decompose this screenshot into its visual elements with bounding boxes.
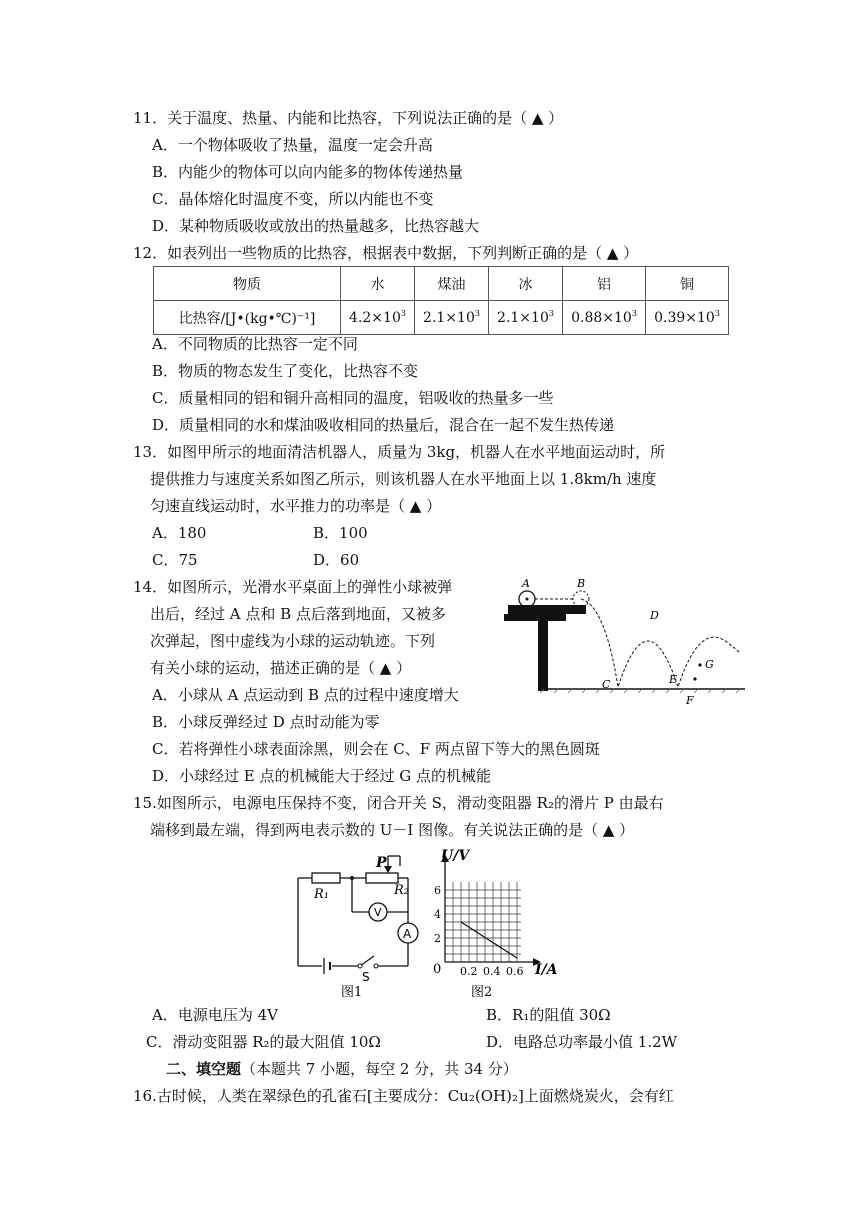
fig2-caption: 图2 bbox=[471, 985, 493, 998]
q15-option-b: B．R₁的阻值 30Ω bbox=[486, 1006, 611, 1024]
switch-lever bbox=[360, 956, 374, 966]
specific-heat-table bbox=[153, 266, 729, 335]
resistor-r1 bbox=[312, 873, 340, 883]
q13-option-a: A．180 bbox=[152, 524, 207, 542]
section2-heading bbox=[166, 1059, 518, 1079]
section2-note: （本题共 7 小题，每空 2 分，共 34 分） bbox=[241, 1060, 518, 1078]
point-g bbox=[698, 663, 701, 666]
table-leg bbox=[538, 621, 548, 691]
q13-option-c: C．75 bbox=[152, 551, 198, 569]
q14-stem-line1: 14．如图所示，光滑水平桌面上的弹性小球被弹 bbox=[133, 578, 453, 596]
ball-a-center bbox=[526, 598, 529, 601]
cell-mantissa: 0.88×10 bbox=[571, 310, 632, 326]
cell-mantissa: 4.2×10 bbox=[349, 310, 401, 326]
cell-exponent: 3 bbox=[714, 309, 720, 318]
q11-option-c: C．晶体熔化时温度不变，所以内能也不变 bbox=[152, 190, 434, 208]
table-cell bbox=[415, 301, 489, 335]
graph-grid bbox=[445, 882, 521, 962]
q12-stem: 12．如表列出一些物质的比热容，根据表中数据，下列判断正确的是（ ▲ ） bbox=[133, 244, 639, 262]
section2-title: 二、填空题 bbox=[166, 1060, 242, 1078]
label-b: B bbox=[577, 577, 586, 590]
q12-option-d: D．质量相同的水和煤油吸收相同的热量后，混合在一起不发生热传递 bbox=[152, 416, 615, 434]
q14-stem-line3: 次弹起，图中虚线为小球的运动轨迹。下列 bbox=[150, 632, 436, 650]
cell-exponent: 3 bbox=[548, 309, 554, 318]
x-tick-label: 0.2 bbox=[460, 965, 478, 978]
q13-stem-line2: 提供推力与速度关系如图乙所示，则该机器人在水平地面上以 1.8km/h 速度 bbox=[150, 470, 657, 488]
table-header: 铜 bbox=[646, 267, 729, 301]
q11-stem: 11．关于温度、热量、内能和比热容，下列说法正确的是（ ▲ ） bbox=[133, 109, 564, 127]
q12-option-a: A．不同物质的比热容一定不同 bbox=[152, 335, 358, 353]
q14-stem-line2: 出后，经过 A 点和 B 点后落到地面，又被多 bbox=[150, 605, 446, 623]
table-cell bbox=[341, 301, 415, 335]
label-c: C bbox=[602, 678, 611, 691]
table-cell bbox=[646, 301, 729, 335]
cell-exponent: 3 bbox=[400, 309, 406, 318]
q14-option-d: D．小球经过 E 点的机械能大于经过 G 点的机械能 bbox=[152, 767, 492, 785]
q11-option-d: D．某种物质吸收或放出的热量越多，比热容越大 bbox=[152, 217, 480, 235]
y-tick-label: 2 bbox=[434, 932, 441, 945]
label-d: D bbox=[650, 609, 659, 622]
y-tick-label: 4 bbox=[434, 908, 441, 921]
q15-option-c: C．滑动变阻器 R₂的最大阻值 10Ω bbox=[146, 1033, 381, 1051]
table-cell bbox=[489, 301, 563, 335]
q15-circuit-figure bbox=[290, 848, 440, 998]
q14-stem-line4: 有关小球的运动，描述正确的是（ ▲ ） bbox=[150, 659, 412, 677]
q14-option-b: B．小球反弹经过 D 点时动能为零 bbox=[152, 713, 380, 731]
label-f: F bbox=[686, 694, 694, 707]
resistor-r2 bbox=[366, 873, 398, 883]
cell-exponent: 3 bbox=[631, 309, 637, 318]
q12-option-c: C．质量相同的铝和铜升高相同的温度，铝吸收的热量多一些 bbox=[152, 389, 554, 407]
table-header: 物质 bbox=[154, 267, 341, 301]
q15-option-d: D．电路总功率最小值 1.2W bbox=[486, 1033, 678, 1051]
x-tick-label: 0.6 bbox=[506, 965, 524, 978]
table-header: 水 bbox=[341, 267, 415, 301]
cell-mantissa: 2.1×10 bbox=[497, 310, 549, 326]
q13-stem-line3: 匀速直线运动时，水平推力的功率是（ ▲ ） bbox=[150, 497, 442, 515]
switch-label: S bbox=[362, 970, 370, 984]
label-a: A bbox=[522, 577, 530, 590]
table-header: 铝 bbox=[563, 267, 646, 301]
label-e: E bbox=[669, 673, 678, 686]
y-tick-label: 6 bbox=[434, 884, 441, 897]
q13-stem-line1: 13．如图甲所示的地面清洁机器人，质量为 3kg，机器人在水平地面运动时，所 bbox=[133, 443, 666, 461]
table-edge bbox=[504, 614, 566, 621]
x-tick-label: 0.4 bbox=[483, 965, 501, 978]
cell-mantissa: 2.1×10 bbox=[423, 310, 475, 326]
table-row bbox=[154, 301, 729, 335]
bounce-trajectory bbox=[581, 599, 740, 687]
q11-option-b: B．内能少的物体可以向内能多的物体传递热量 bbox=[152, 163, 464, 181]
table-cell bbox=[563, 301, 646, 335]
table-header-row bbox=[154, 267, 729, 301]
ammeter-label: A bbox=[403, 927, 412, 941]
q15-stem-line2: 端移到最左端，得到两电表示数的 U－I 图像。有关说法正确的是（ ▲ ） bbox=[150, 821, 635, 839]
q12-option-b: B．物质的物态发生了变化，比热容不变 bbox=[152, 362, 419, 380]
ui-line bbox=[461, 922, 517, 958]
q13-option-d: D．60 bbox=[313, 551, 360, 569]
table-row-label: 比热容/[J•(kg•℃)⁻¹] bbox=[154, 301, 341, 335]
r2-label: R₂ bbox=[394, 883, 409, 898]
label-g: G bbox=[705, 658, 714, 671]
q15-option-a: A．电源电压为 4V bbox=[152, 1006, 278, 1024]
cell-mantissa: 0.39×10 bbox=[654, 310, 715, 326]
q14-ball-figure bbox=[500, 575, 750, 710]
q16-stem-line1: 16.古时候，人类在翠绿色的孔雀石[主要成分：Cu₂(OH)₂]上面燃烧炭火，会有红 bbox=[133, 1087, 674, 1105]
table-header: 煤油 bbox=[415, 267, 489, 301]
r1-label: R₁ bbox=[314, 887, 329, 902]
q15-ui-graph bbox=[425, 846, 575, 998]
voltmeter-label: V bbox=[374, 906, 382, 919]
origin-label: 0 bbox=[433, 962, 442, 977]
table-header: 冰 bbox=[489, 267, 563, 301]
table-top bbox=[508, 605, 586, 614]
point-e bbox=[693, 677, 696, 680]
q14-option-a: A．小球从 A 点运动到 B 点的过程中速度增大 bbox=[152, 686, 459, 704]
cell-exponent: 3 bbox=[474, 309, 480, 318]
q11-option-a: A．一个物体吸收了热量，温度一定会升高 bbox=[152, 136, 433, 154]
y-axis-label: U/V bbox=[441, 848, 470, 864]
q15-stem-line1: 15.如图所示，电源电压保持不变，闭合开关 S，滑动变阻器 R₂的滑片 P 由最右 bbox=[133, 794, 664, 812]
slider-label: P bbox=[376, 855, 387, 871]
fig1-caption: 图1 bbox=[341, 985, 363, 998]
q14-option-c: C．若将弹性小球表面涂黑，则会在 C、F 两点留下等大的黑色圆斑 bbox=[152, 740, 600, 758]
x-axis-label: I/A bbox=[535, 962, 558, 978]
q13-option-b: B．100 bbox=[313, 524, 368, 542]
